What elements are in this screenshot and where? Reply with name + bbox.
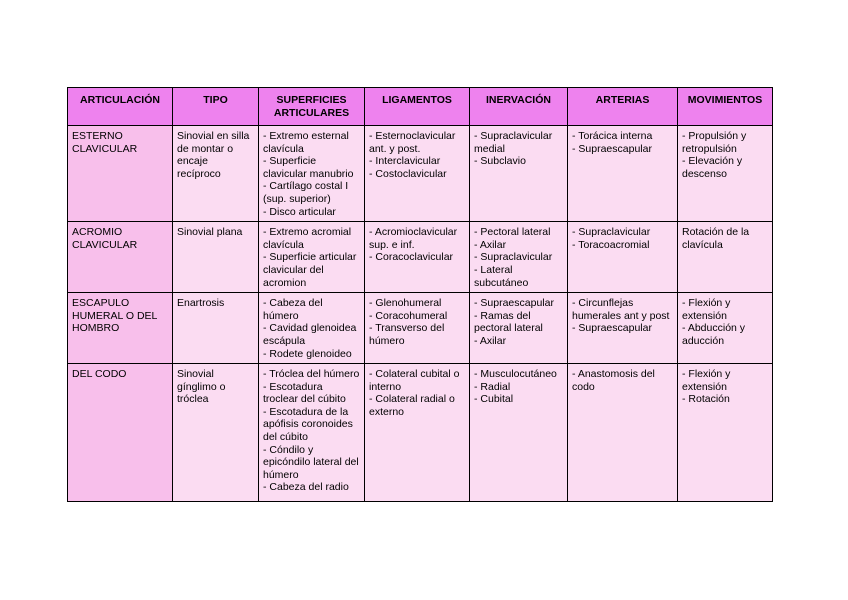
cell-line: - Interclavicular [369,155,441,168]
cell-line: - Coracoclavicular [369,251,454,264]
cell-line: - Flexión y extensión [682,297,731,322]
cell-tipo [173,126,259,222]
cell-line: - Supraescapular [572,142,652,155]
cell-ligamentos [365,126,470,222]
cell-line: - Cóndilo y epicóndilo lateral del húmero [263,443,359,481]
cell-line: - Flexión y extensión [682,368,731,393]
cell-line: - Supraclavicular medial [474,130,553,155]
cell-ligamentos [365,364,470,502]
header-arterias: ARTERIAS [568,88,678,126]
cell-line: - Acromioclavicular sup. e inf. [369,226,458,251]
table-row [68,126,773,222]
table-header-row [68,88,773,126]
cell-inervacion [470,222,568,293]
cell-superficies [259,126,365,222]
cell-line: ESCAPULO HUMERAL O DEL HOMBRO [72,297,157,335]
cell-movimientos [678,293,773,364]
cell-arterias [568,126,678,222]
anatomy-table [67,87,773,502]
cell-line: - Superficie clavicular manubrio [263,155,354,180]
cell-line: - Torácica interna [572,130,653,142]
cell-tipo [173,364,259,502]
cell-line: - Supraclavicular [474,251,553,264]
cell-line: - Disco articular [263,205,336,218]
cell-articulacion [68,126,173,222]
cell-line: - Axilar [474,334,507,347]
cell-line: - Pectoral lateral [474,226,551,239]
cell-line: - Superficie articular clavicular del acromion [263,251,357,289]
cell-line: - Escotadura de la apófisis coronoides del cúbito [263,405,353,444]
cell-arterias [568,364,678,502]
cell-line: - Extremo acromial clavícula [263,226,352,251]
cell-line: - Elevación y descenso [682,155,743,180]
cell-arterias [568,222,678,293]
cell-line: - Costoclavicular [369,167,447,180]
cell-inervacion [470,364,568,502]
cell-ligamentos [365,293,470,364]
cell-line: - Rodete glenoideo [263,347,352,360]
cell-line: Sinovial plana [177,226,243,239]
cell-line: - Abducción y aducción [682,322,746,347]
cell-line: - Radial [474,380,511,393]
cell-line: - Cartílago costal I (sup. superior) [263,180,349,205]
cell-inervacion [470,293,568,364]
cell-line: ESTERNO CLAVICULAR [72,130,138,155]
cell-line: - Tróclea del húmero [263,368,360,381]
cell-line: - Circunflejas humerales ant y post [572,297,670,322]
cell-articulacion [68,293,173,364]
cell-line: - Ramas del pectoral lateral [474,309,543,335]
table-row [68,222,773,293]
cell-line: - Colateral cubital o interno [369,368,460,393]
cell-movimientos [678,364,773,502]
header-inervacion: INERVACIÓN [470,88,568,126]
cell-line: Sinovial en silla de montar o encaje recíproco [177,130,250,180]
cell-line: Sinovial gínglimo o tróclea [177,368,226,406]
header-tipo: TIPO [173,88,259,126]
cell-line: - Axilar [474,238,507,251]
cell-ligamentos [365,222,470,293]
table-row [68,293,773,364]
cell-line: - Cabeza del radio [263,481,349,494]
cell-superficies [259,364,365,502]
cell-line: - Cabeza del húmero [263,297,323,322]
cell-line: - Subclavio [474,155,526,168]
cell-line: DEL CODO [72,368,127,381]
cell-line: - Supraescapular [572,322,652,335]
header-ligamentos: LIGAMENTOS [365,88,470,126]
cell-inervacion [470,126,568,222]
cell-articulacion [68,364,173,502]
cell-line: - Toracoacromial [572,238,650,251]
cell-line: - Transverso del húmero [369,322,445,347]
cell-line: - Extremo esternal clavícula [263,130,349,155]
cell-line: - Escotadura troclear del cúbito [263,380,346,406]
cell-line: ACROMIO CLAVICULAR [72,226,138,251]
cell-line: - Propulsión y retropulsión [682,130,747,155]
cell-line: Enartrosis [177,297,225,310]
header-articulacion: ARTICULACIÓN [68,88,173,126]
cell-line: - Anastomosis del codo [572,368,655,393]
cell-arterias [568,293,678,364]
cell-line: - Supraescapular [474,297,554,310]
cell-articulacion [68,222,173,293]
cell-line: - Cubital [474,393,514,406]
cell-movimientos [678,126,773,222]
cell-line: Rotación de la clavícula [682,226,750,251]
cell-line: - Coracohumeral [369,309,448,322]
cell-superficies [259,222,365,293]
cell-line: - Musculocutáneo [474,368,557,381]
header-superficies: SUPERFICIES ARTICULARES [259,88,365,126]
cell-line: - Colateral radial o externo [369,393,455,418]
cell-tipo [173,222,259,293]
cell-tipo [173,293,259,364]
cell-superficies [259,293,365,364]
cell-line: - Cavidad glenoidea escápula [263,322,357,347]
cell-line: - Lateral subcutáneo [474,263,529,289]
cell-line: - Supraclavicular [572,226,651,239]
header-movimientos: MOVIMIENTOS [678,88,773,126]
cell-movimientos [678,222,773,293]
cell-line: - Rotación [682,393,730,406]
cell-line: - Esternoclavicular ant. y post. [369,130,456,155]
cell-line: - Glenohumeral [369,297,442,310]
table-row [68,364,773,502]
